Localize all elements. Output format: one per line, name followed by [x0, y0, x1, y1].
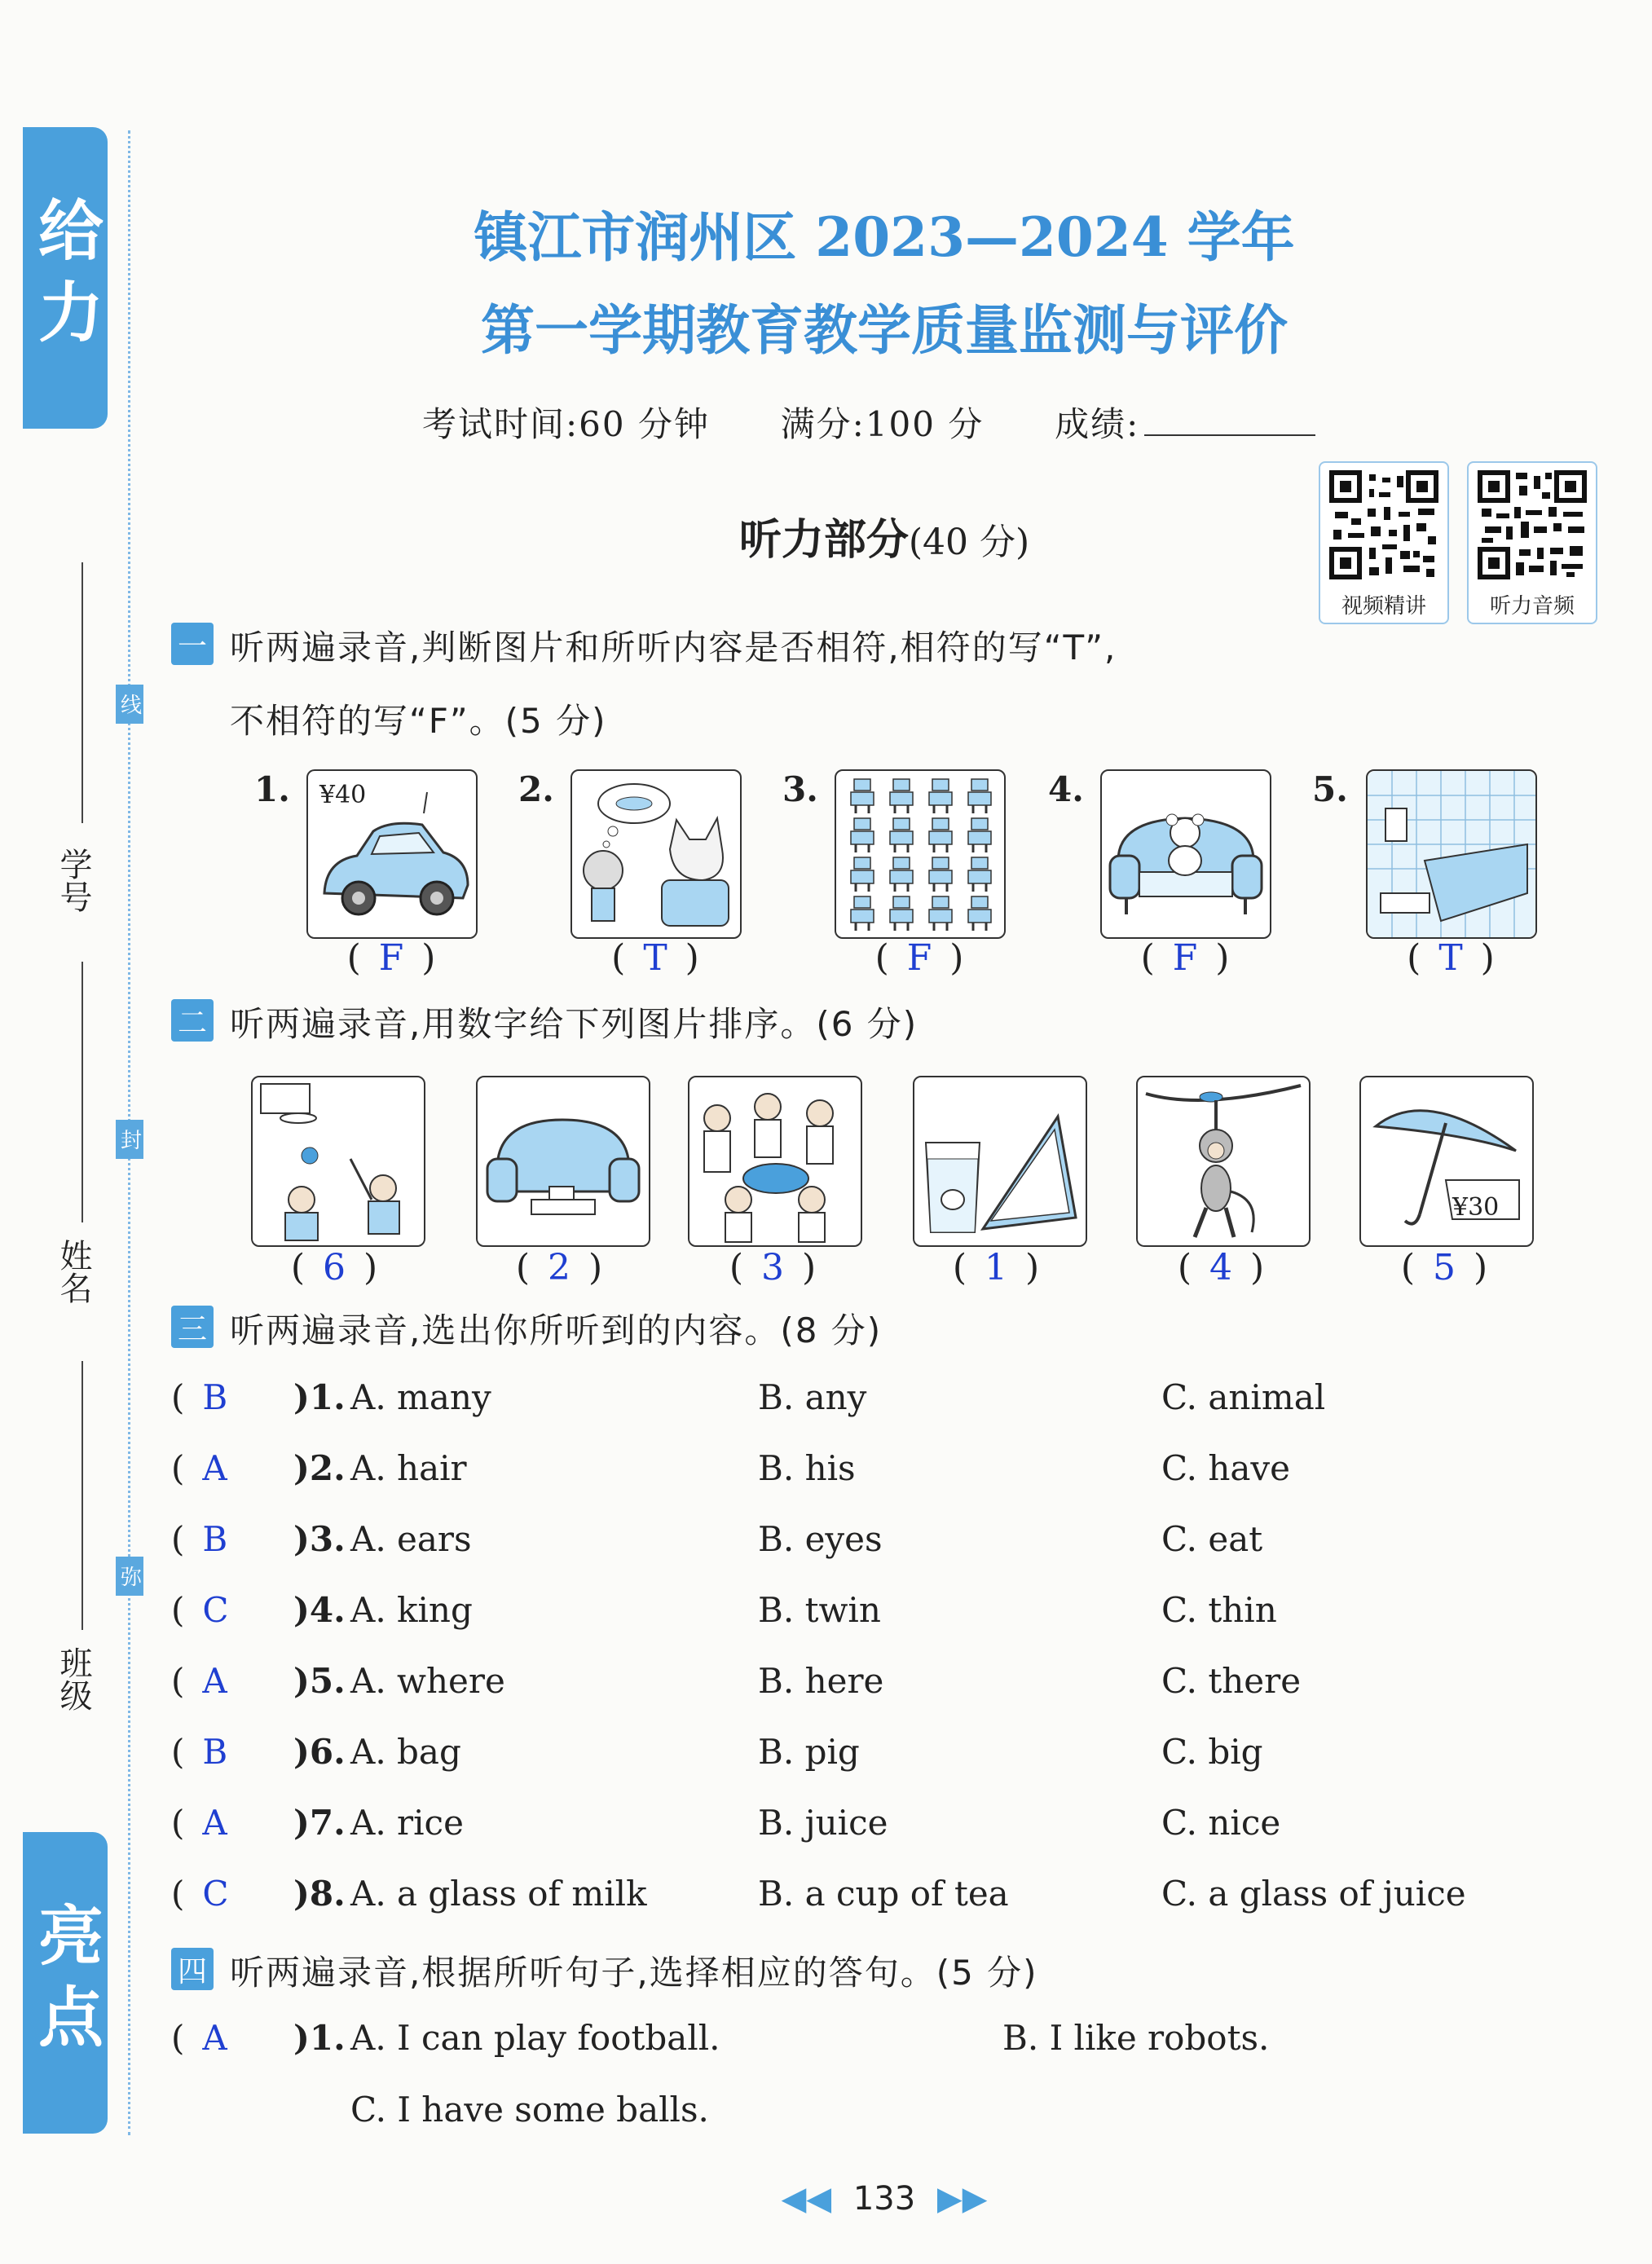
q3-number-badge: 三	[171, 1306, 214, 1348]
price-tag: ¥40	[319, 781, 367, 809]
side-tab-bottom: 亮点	[23, 1832, 108, 2134]
answer-paren[interactable]: ( A	[171, 1661, 227, 1701]
q1-picture-robots	[835, 769, 1006, 939]
robot-icon	[929, 857, 952, 892]
item-number: )1.	[293, 1377, 346, 1417]
option-b: B. juice	[758, 1803, 888, 1843]
option-c: C. a glass of juice	[1161, 1874, 1466, 1914]
robot-icon	[968, 857, 991, 892]
item-number: )2.	[293, 1448, 346, 1488]
class-line[interactable]	[81, 1361, 83, 1630]
page-footer	[0, 2180, 1652, 2218]
option-b: B. eyes	[758, 1519, 883, 1559]
bathroom-icon	[1368, 771, 1535, 937]
robot-icon	[968, 818, 991, 852]
q3-row-5	[171, 1661, 1557, 1710]
q3-row-3	[171, 1519, 1557, 1568]
answer-text: T	[1438, 937, 1463, 979]
q1-answer-5[interactable]: ( T )	[1407, 937, 1495, 979]
robot-icon	[851, 857, 874, 892]
item-number: )4.	[293, 1590, 346, 1630]
q3-row-1	[171, 1377, 1557, 1426]
answer-text: T	[643, 937, 667, 979]
sofa-bear-icon	[1102, 771, 1270, 937]
q1-picture-sofa-bear	[1100, 769, 1271, 939]
robot-icon	[929, 779, 952, 813]
robot-icon	[929, 818, 952, 852]
robot-icon	[890, 857, 913, 892]
exam-info	[422, 398, 1315, 447]
q3-row-6	[171, 1732, 1557, 1781]
answer-text: A	[202, 1448, 227, 1488]
q2-answer-4[interactable]: ( 1 )	[952, 1247, 1040, 1288]
q2-answer-2[interactable]: ( 2 )	[515, 1247, 603, 1288]
option-c: C. there	[1161, 1661, 1302, 1701]
answer-text: F	[378, 937, 404, 979]
option-a: A. many	[350, 1377, 491, 1417]
q1-instruction-1: 听两遍录音,判断图片和所听内容是否相符,相符的写“T”,	[230, 628, 1117, 667]
q2-picture-umbrella	[1359, 1076, 1534, 1247]
item-number: )3.	[293, 1519, 346, 1559]
robot-icon	[851, 818, 874, 852]
q2-answer-6[interactable]: ( 5 )	[1400, 1247, 1488, 1288]
name-label: 姓名	[55, 1239, 92, 1304]
q4-row-1	[171, 2018, 1557, 2067]
qr-video-label: 视频精讲	[1341, 594, 1426, 619]
cat-and-mouse-icon	[572, 771, 740, 937]
answer-paren[interactable]: ( A	[171, 2018, 227, 2058]
section-points: (40 分)	[908, 522, 1030, 563]
exam-time: 考试时间:60 分钟	[422, 404, 710, 444]
q1-item-number: 3.	[782, 769, 818, 809]
q2-answer-1[interactable]: ( 6 )	[290, 1247, 378, 1288]
answer-paren[interactable]: ( B	[171, 1732, 228, 1772]
umbrella-icon	[1361, 1077, 1532, 1245]
item-number: )1.	[293, 2018, 346, 2058]
answer-paren[interactable]: ( B	[171, 1519, 228, 1559]
answer-text: 1	[985, 1247, 1007, 1288]
item-number: )7.	[293, 1803, 346, 1843]
option-a: A. I can play football.	[350, 2018, 720, 2058]
option-b: B. here	[758, 1661, 884, 1701]
option-a: A. hair	[350, 1448, 467, 1488]
option-c: C. eat	[1161, 1519, 1263, 1559]
q3-row-8	[171, 1874, 1557, 1923]
q3-row-2	[171, 1448, 1557, 1497]
option-a: A. a glass of milk	[350, 1874, 647, 1914]
title-line-1: 镇江市润州区 2023—2024 学年	[474, 205, 1295, 269]
answer-paren[interactable]: ( A	[171, 1803, 227, 1843]
q4-instruction: 听两遍录音,根据所听句子,选择相应的答句。(5 分)	[230, 1953, 1038, 1993]
q4-number-badge: 四	[171, 1948, 214, 1990]
robot-icon	[890, 779, 913, 813]
q3-instruction: 听两遍录音,选出你所听到的内容。(8 分)	[230, 1310, 883, 1350]
option-c: C. have	[1161, 1448, 1291, 1488]
q2-picture-basketball	[251, 1076, 425, 1247]
item-number: )8.	[293, 1874, 346, 1914]
side-tab-top: 给力	[23, 127, 108, 429]
answer-text: A	[202, 1803, 227, 1843]
milk-sandwich-icon	[914, 1077, 1086, 1245]
next-arrow-icon: ▶▶	[936, 2180, 988, 2218]
q1-item-number: 2.	[518, 769, 554, 809]
answer-text: F	[1172, 937, 1198, 979]
q2-picture-monkey	[1136, 1076, 1311, 1247]
q1-instruction-2: 不相符的写“F”。(5 分)	[230, 701, 607, 741]
robot-icon	[851, 896, 874, 931]
option-a: A. king	[350, 1590, 473, 1630]
item-number: )6.	[293, 1732, 346, 1772]
q1-answer-3[interactable]: ( F )	[874, 937, 964, 979]
q2-picture-sofa	[476, 1076, 650, 1247]
q4-row-1-option-c	[171, 2090, 1557, 2138]
q3-row-7	[171, 1803, 1557, 1852]
student-id-line[interactable]	[81, 562, 83, 823]
answer-text: B	[202, 1519, 228, 1559]
section-title	[0, 505, 1652, 566]
q1-item-number: 5.	[1312, 769, 1348, 809]
option-b: B. pig	[758, 1732, 860, 1772]
answer-text: 6	[323, 1247, 346, 1288]
item-number: )5.	[293, 1661, 346, 1701]
q1-item-number: 4.	[1048, 769, 1084, 809]
q1-picture-car	[306, 769, 478, 939]
option-b: B. any	[758, 1377, 867, 1417]
prev-arrow-icon: ◀◀	[781, 2180, 832, 2218]
robot-icon	[851, 779, 874, 813]
option-c: C. I have some balls.	[350, 2090, 709, 2130]
answer-text: B	[202, 1377, 228, 1417]
q2-picture-milk-sandwich	[913, 1076, 1087, 1247]
robot-icon	[929, 896, 952, 931]
robots-icon	[836, 771, 1004, 937]
answer-text: 3	[761, 1247, 784, 1288]
answer-text: A	[202, 1661, 227, 1701]
option-c: C. nice	[1161, 1803, 1281, 1843]
q2-answer-5[interactable]: ( 4 )	[1177, 1247, 1265, 1288]
answer-paren[interactable]: ( A	[171, 1448, 227, 1488]
robot-icon	[968, 896, 991, 931]
student-id-label: 学号	[55, 848, 92, 913]
option-a: A. where	[350, 1661, 505, 1701]
q1-picture-cat-mouse	[570, 769, 742, 939]
page-number: 133	[852, 2180, 916, 2218]
option-b: B. a cup of tea	[758, 1874, 1009, 1914]
binding-mark-line: 线	[116, 685, 143, 724]
q2-instruction: 听两遍录音,用数字给下列图片排序。(6 分)	[230, 1004, 919, 1044]
option-c: C. big	[1161, 1732, 1263, 1772]
answer-text: C	[202, 1874, 229, 1914]
option-a: A. bag	[350, 1732, 461, 1772]
binding-mark-seal: 封	[116, 1120, 143, 1159]
answer-text: A	[202, 2018, 227, 2058]
option-c: C. thin	[1161, 1590, 1277, 1630]
q3-row-4	[171, 1590, 1557, 1639]
answer-text: B	[202, 1732, 228, 1772]
robot-icon	[890, 818, 913, 852]
answer-text: 2	[548, 1247, 570, 1288]
class-label: 班级	[55, 1646, 92, 1711]
section-title-text: 听力部分	[738, 516, 909, 565]
sofa-icon	[478, 1077, 649, 1245]
option-a: A. rice	[350, 1803, 464, 1843]
binding-mark-close: 弥	[116, 1557, 143, 1596]
car-icon	[308, 771, 476, 937]
score-blank[interactable]	[1144, 434, 1315, 436]
answer-text: 4	[1209, 1247, 1232, 1288]
answer-text: C	[202, 1590, 229, 1630]
robot-icon	[890, 896, 913, 931]
answer-text: F	[906, 937, 932, 979]
answer-paren[interactable]: ( C	[171, 1590, 229, 1630]
price-tag: ¥30	[1452, 1193, 1500, 1222]
q2-picture-kids-eating	[688, 1076, 862, 1247]
answer-paren[interactable]: ( B	[171, 1377, 228, 1417]
q1-answer-4[interactable]: ( F )	[1140, 937, 1230, 979]
option-a: A. ears	[350, 1519, 472, 1559]
title-line-2: 第一学期教育教学质量监测与评价	[481, 298, 1288, 362]
score-label: 成绩:	[1055, 404, 1140, 444]
basketball-icon	[253, 1077, 424, 1245]
option-c: C. animal	[1161, 1377, 1326, 1417]
option-b: B. twin	[758, 1590, 881, 1630]
q1-answer-1[interactable]: ( F )	[346, 937, 436, 979]
kids-eating-icon	[689, 1077, 861, 1245]
monkey-icon	[1138, 1077, 1309, 1245]
q1-answer-2[interactable]: ( T )	[611, 937, 699, 979]
q2-number-badge: 二	[171, 999, 214, 1042]
answer-paren[interactable]: ( C	[171, 1874, 229, 1914]
q1-item-number: 1.	[254, 769, 290, 809]
robot-icon	[968, 779, 991, 813]
answer-text: 5	[1433, 1247, 1456, 1288]
option-b: B. I like robots.	[1002, 2018, 1270, 2058]
name-line[interactable]	[81, 962, 83, 1222]
qr-audio-label: 听力音频	[1489, 594, 1575, 619]
q2-answer-3[interactable]: ( 3 )	[729, 1247, 817, 1288]
q1-number-badge: 一	[171, 623, 214, 665]
option-b: B. his	[758, 1448, 856, 1488]
full-score: 满分:100 分	[780, 404, 985, 444]
q1-picture-bathroom	[1366, 769, 1537, 939]
